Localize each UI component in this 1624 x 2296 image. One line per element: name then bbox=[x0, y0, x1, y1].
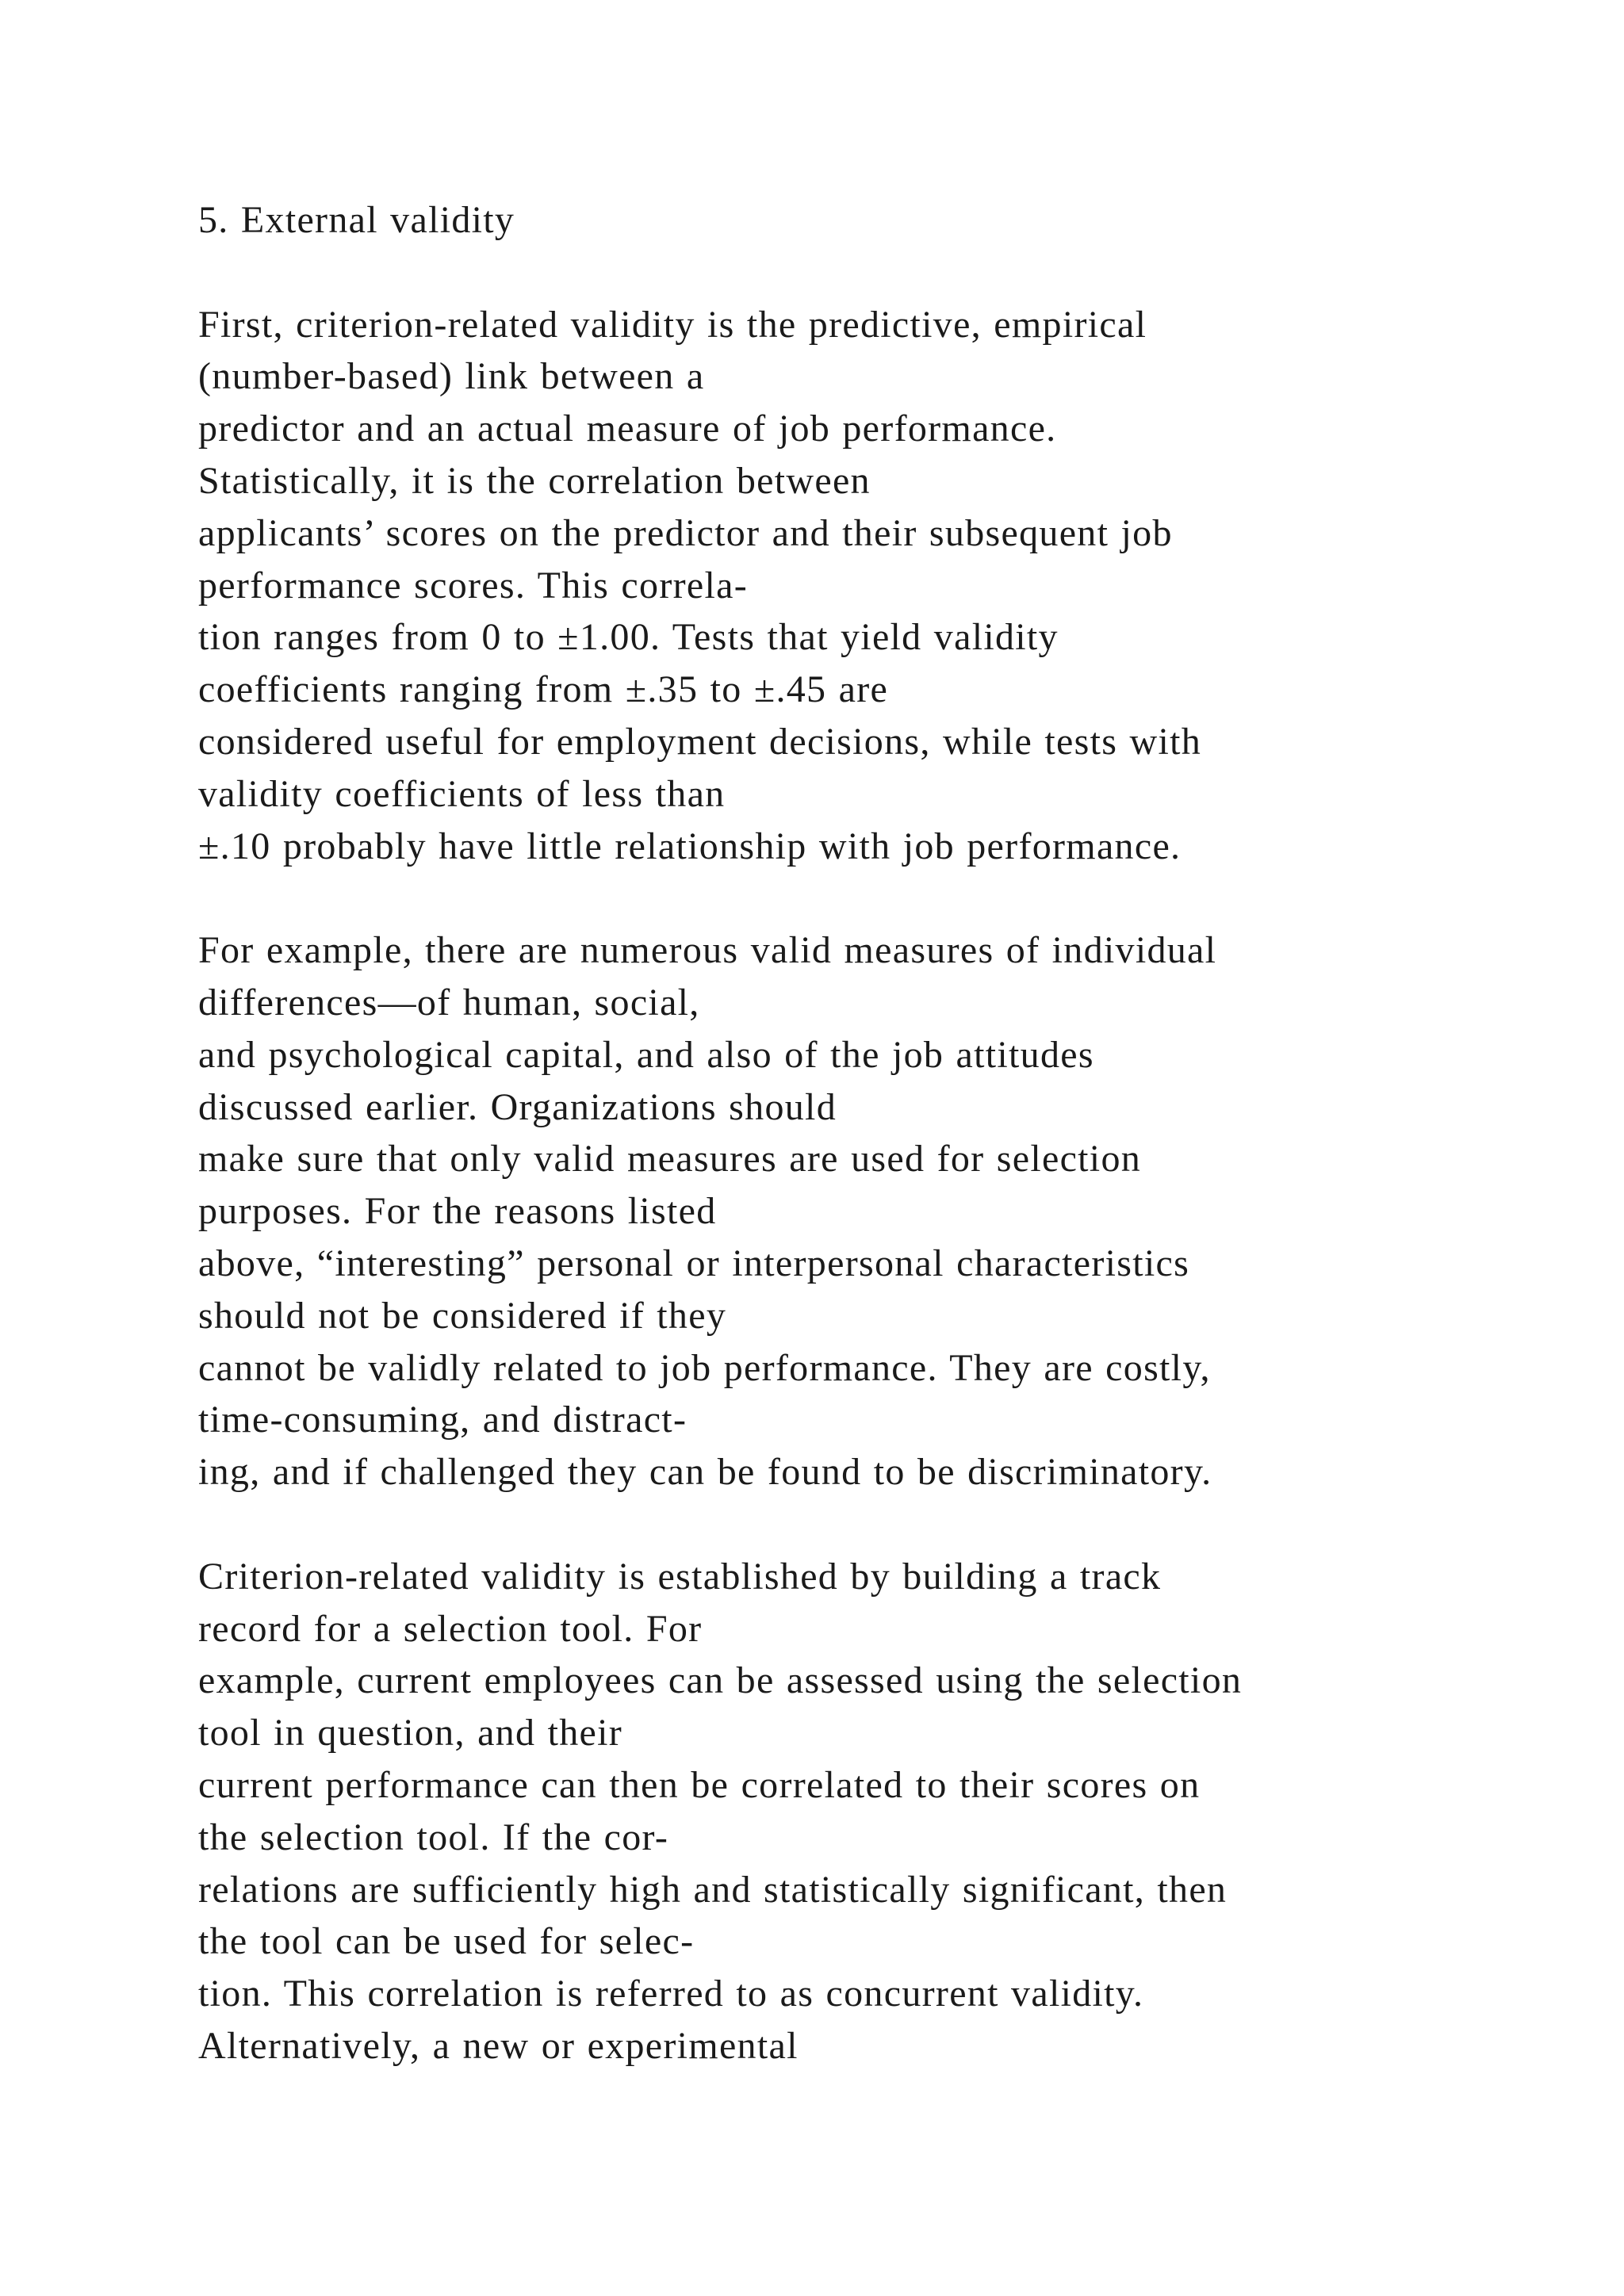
text-line: the selection tool. If the cor- bbox=[198, 1816, 669, 1858]
text-line: For example, there are numerous valid measures of individual bbox=[198, 929, 1217, 972]
paragraph-spacer bbox=[198, 872, 1546, 924]
text-line: purposes. For the reasons listed bbox=[198, 1190, 717, 1233]
section-heading: 5. External validity bbox=[198, 199, 515, 241]
paragraph-1 bbox=[198, 299, 1546, 873]
text-line: and psychological capital, and also of the job attitudes bbox=[198, 1033, 1094, 1076]
text-line: First, criterion-related validity is the predictive, empirical bbox=[198, 303, 1147, 346]
text-line: example, current employees can be assessed using the selection bbox=[198, 1659, 1243, 1702]
text-line: tion. This correlation is referred to as concurrent validity. bbox=[198, 1973, 1144, 2015]
paragraph-2 bbox=[198, 924, 1546, 1498]
text-line: differences—of human, social, bbox=[198, 981, 700, 1024]
text-line: coefficients ranging from ±.35 to ±.45 are bbox=[198, 668, 889, 711]
text-line: current performance can then be correlated to their scores on bbox=[198, 1763, 1201, 1806]
text-line: the tool can be used for selec- bbox=[198, 1920, 695, 1963]
text-line: predictor and an actual measure of job performance. bbox=[198, 408, 1057, 450]
text-line: (number-based) link between a bbox=[198, 355, 705, 398]
text-line: applicants’ scores on the predictor and their subsequent job bbox=[198, 511, 1173, 554]
text-line: discussed earlier. Organizations should bbox=[198, 1085, 837, 1128]
text-line: ±.10 probably have little relationship with job performance. bbox=[198, 825, 1182, 867]
text-line: relations are sufficiently high and statistically significant, then bbox=[198, 1868, 1228, 1911]
text-line: ing, and if challenged they can be found to be discriminatory. bbox=[198, 1451, 1212, 1494]
text-line: validity coefficients of less than bbox=[198, 772, 726, 815]
text-line: tool in question, and their bbox=[198, 1712, 623, 1755]
text-line: should not be considered if they bbox=[198, 1294, 727, 1337]
paragraph-spacer bbox=[198, 1498, 1546, 1551]
text-line: time-consuming, and distract- bbox=[198, 1399, 688, 1441]
text-line: record for a selection tool. For bbox=[198, 1607, 703, 1650]
text-line: considered useful for employment decisions, while tests with bbox=[198, 720, 1202, 763]
text-line: Criterion-related validity is established by building a track bbox=[198, 1555, 1162, 1598]
text-line: tion ranges from 0 to ±1.00. Tests that yield validity bbox=[198, 616, 1059, 659]
paragraph-spacer bbox=[198, 247, 1546, 299]
text-line: make sure that only valid measures are used for selection bbox=[198, 1138, 1142, 1181]
document-body bbox=[198, 194, 1546, 2072]
text-line: Alternatively, a new or experimental bbox=[198, 2024, 799, 2067]
text-line: Statistically, it is the correlation between bbox=[198, 459, 871, 502]
text-line: performance scores. This correla- bbox=[198, 564, 749, 607]
paragraph-3 bbox=[198, 1551, 1546, 2072]
text-line: cannot be validly related to job performance. They are costly, bbox=[198, 1346, 1211, 1389]
text-line: above, “interesting” personal or interpersonal characteristics bbox=[198, 1242, 1190, 1284]
